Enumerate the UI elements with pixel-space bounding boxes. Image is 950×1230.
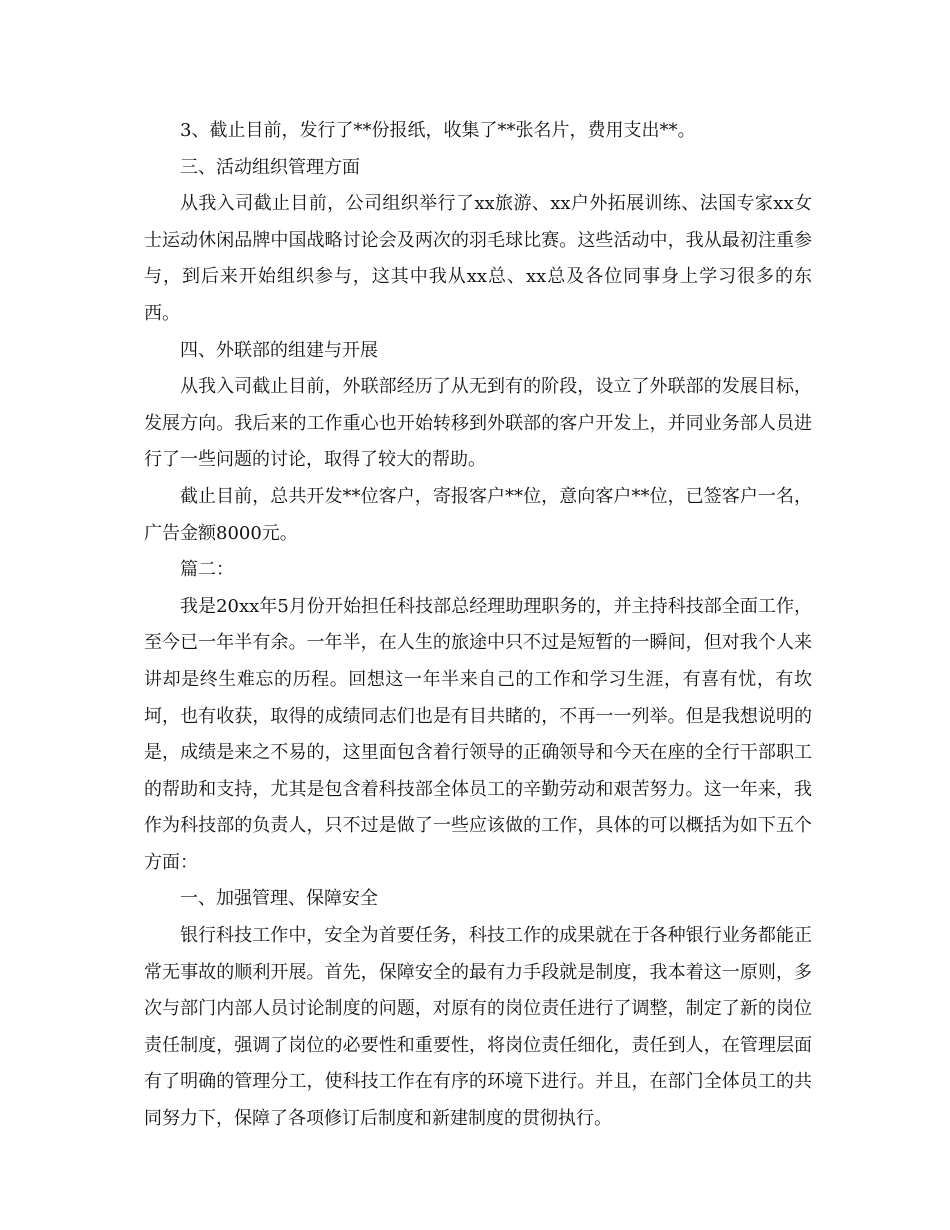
document-body <box>144 113 812 1138</box>
section-heading-part-two: 篇二： <box>180 559 234 581</box>
paragraph-external-relations: 从我入司截止目前，外联部经历了从无到有的阶段，设立了外联部的发展目标，发展方向。我后来的工作重心也开始转移到外联部的客户开发上，并同业务部人员进行了一些问题的讨论，取得了较大的帮助。 <box>144 376 812 471</box>
paragraph-activities: 从我入司截止目前，公司组织举行了xx旅游、xx户外拓展训练、法国专家xx女士运动休闲品牌中国战略讨论会及两次的羽毛球比赛。这些活动中，我从最初注重参与，到后来开始组织参与，这其中我从xx总、xx总及各位同事身上学习很多的东西。 <box>144 193 812 324</box>
section-heading-management-security: 一、加强管理、保障安全 <box>180 888 378 910</box>
section-heading-external-relations: 四、外联部的组建与开展 <box>180 339 378 361</box>
paragraph-client-stats: 截止目前，总共开发**位客户，寄报客户**位，意向客户**位，已签客户一名，广告金额8000元。 <box>144 485 812 544</box>
section-heading-activity-management: 三、活动组织管理方面 <box>180 156 360 178</box>
paragraph-introduction: 我是20xx年5月份开始担任科技部总经理助理职务的，并主持科技部全面工作，至今已一年半有余。一年半，在人生的旅途中只不过是短暂的一瞬间，但对我个人来讲却是终生难忘的历程。回想这一年半来自己的工作和学习生涯，有喜有忧，有坎坷，也有收获，取得的成绩同志们也是有目共睹的，不再一一列举。但是我想说明的是，成绩是来之不易的，这里面包含着行领导的正确领导和今天在座的全行干部职工的帮助和支持，尤其是包含着科技部全体员工的辛勤劳动和艰苦努力。这一年来，我作为科技部的负责人，只不过是做了一些应该做的工作，具体的可以概括为如下五个方面： <box>144 595 812 873</box>
paragraph-item-3-stats: 3、截止目前，发行了**份报纸，收集了**张名片，费用支出**。 <box>180 120 696 141</box>
paragraph-security: 银行科技工作中，安全为首要任务，科技工作的成果就在于各种银行业务都能正常无事故的顺利开展。首先，保障安全的最有力手段就是制度，我本着这一原则，多次与部门内部人员讨论制度的问题，对原有的岗位责任进行了调整，制定了新的岗位责任制度，强调了岗位的必要性和重要性，将岗位责任细化，责任到人，在管理层面有了明确的管理分工，使科技工作在有序的环境下进行。并且，在部门全体员工的共同努力下，保障了各项修订后制度和新建制度的贯彻执行。 <box>144 925 812 1130</box>
